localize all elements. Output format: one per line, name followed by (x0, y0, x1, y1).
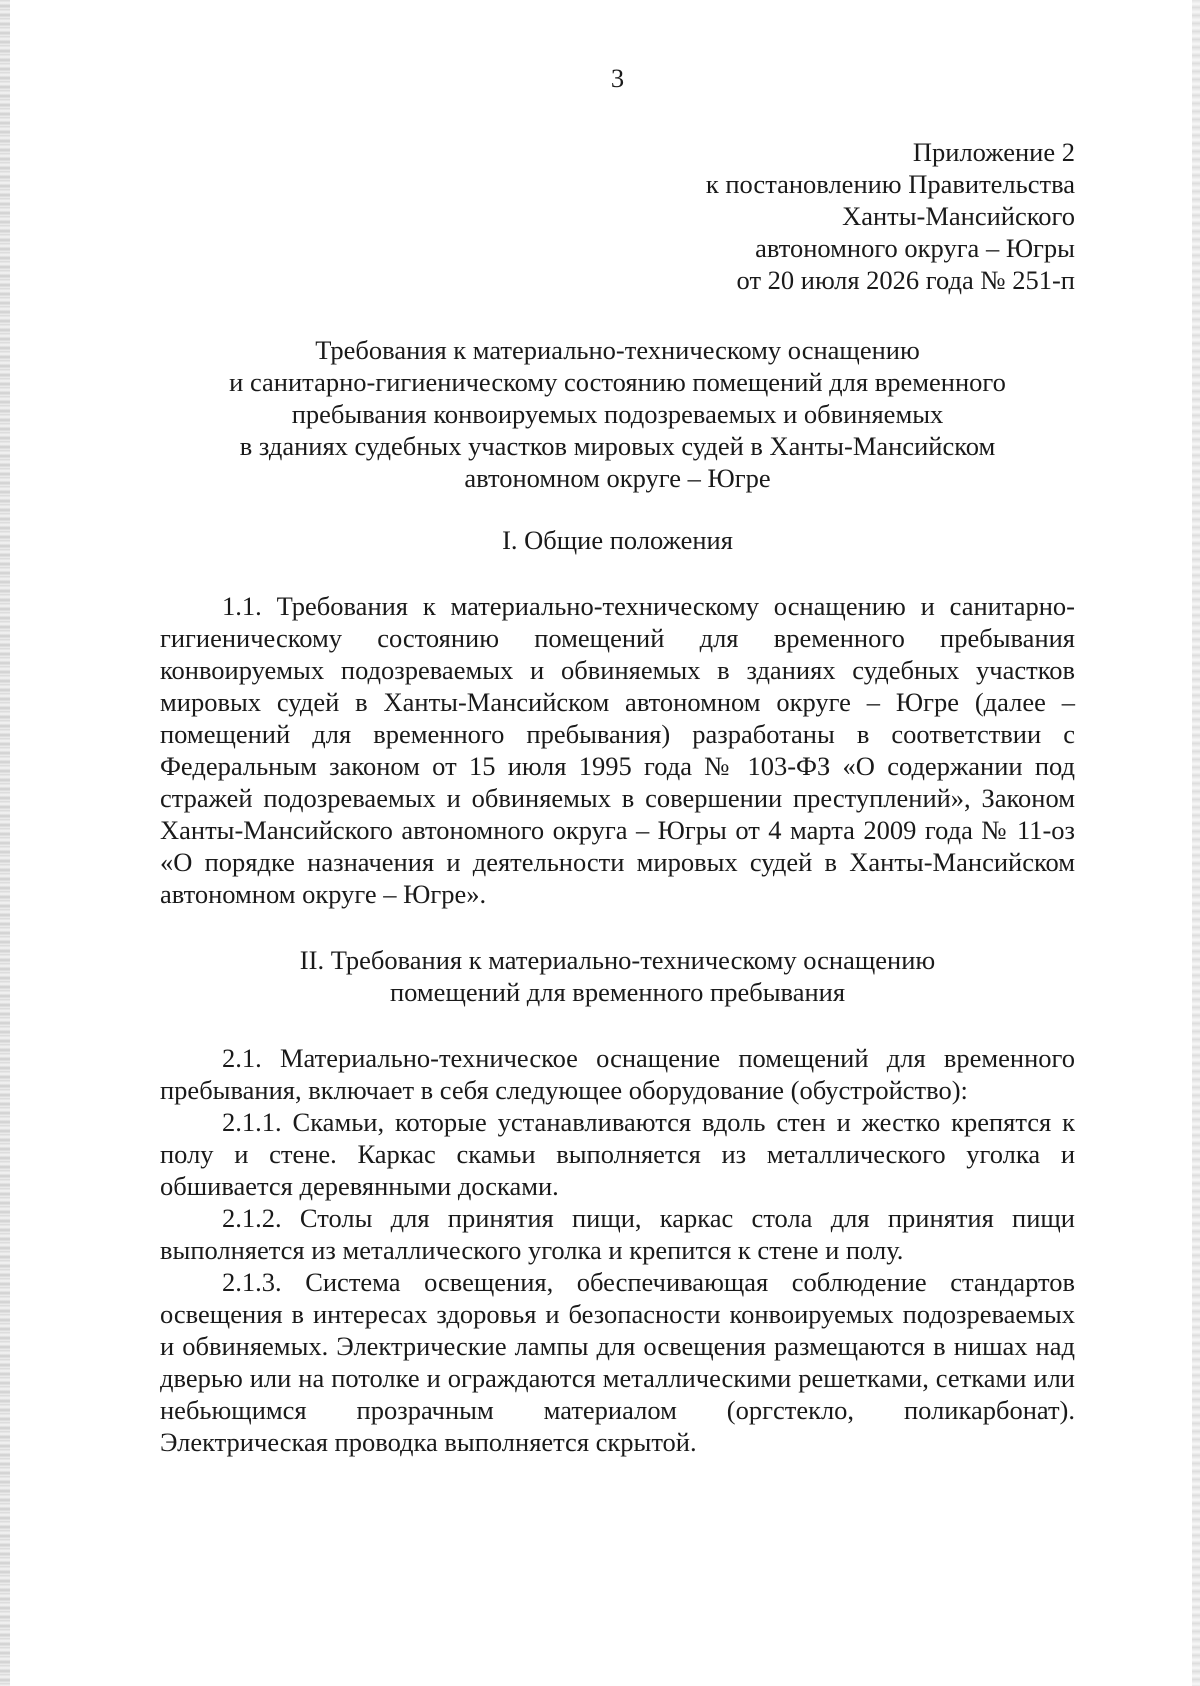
paragraph-2-1-1: 2.1.1. Скамьи, которые устанавливаются вдоль стен и жестко крепятся к полу и стене. Каркас скамьи выполняется из металлического уголка и обшивается деревянными досками. (160, 1107, 1075, 1201)
appendix-line: Ханты-Мансийского (842, 201, 1075, 231)
appendix-line: автономного округа – Югры (755, 233, 1075, 263)
appendix-line: от 20 июля 2026 года № 251-п (736, 265, 1075, 295)
title-line: в зданиях судебных участков мировых судей в Ханты-Мансийском (239, 431, 996, 461)
scan-edge-left (0, 0, 10, 1686)
section-1-heading (160, 524, 1075, 556)
paragraph-1-1: 1.1. Требования к материально-техническому оснащению и санитарно-гигиеническому состоянию помещений для временного пребывания конвоируемых подозреваемых и обвиняемых в зданиях судебных участков мировых судей в Ханты-Мансийском автономном округе – Югре (далее – помещений для временного пребывания) разработаны в соответствии с Федеральным законом от 15 июля 1995 года № 103-ФЗ «О содержании под стражей подозреваемых и обвиняемых в совершении преступлений», Законом Ханты-Мансийского автономного округа – Югры от 4 марта 2009 года № 11-оз «О порядке назначения и деятельности мировых судей в Ханты-Мансийском автономном округе – Югре». (160, 591, 1075, 909)
section-2-heading (160, 944, 1075, 1008)
document-title (160, 334, 1075, 494)
section-heading-line: помещений для временного пребывания (389, 977, 846, 1007)
section-heading-line: II. Требования к материально-техническому оснащению (299, 945, 936, 975)
title-line: и санитарно-гигиеническому состоянию помещений для временного (229, 367, 1006, 397)
paragraph-2-1-2: 2.1.2. Столы для принятия пищи, каркас стола для принятия пищи выполняется из металлического уголка и крепится к стене и полу. (160, 1203, 1075, 1265)
document-page (160, 62, 1075, 1458)
appendix-line: Приложение 2 (912, 137, 1075, 167)
paragraph-2-1: 2.1. Материально-техническое оснащение помещений для временного пребывания, включает в себя следующее оборудование (обустройство): (160, 1043, 1075, 1105)
title-line: пребывания конвоируемых подозреваемых и обвиняемых (291, 399, 944, 429)
scan-edge-right (1192, 0, 1200, 1686)
section-heading-line: I. Общие положения (502, 525, 733, 555)
title-line: автономном округе – Югре (464, 463, 771, 493)
paragraph-2-1-3: 2.1.3. Система освещения, обеспечивающая соблюдение стандартов освещения в интересах здоровья и безопасности конвоируемых подозреваемых и обвиняемых. Электрические лампы для освещения размещаются в нишах над дверью или на потолке и ограждаются металлическими решетками, сетками или небьющимся прозрачным материалом (оргстекло, поликарбонат). Электрическая проводка выполняется скрытой. (160, 1267, 1075, 1457)
appendix-line: к постановлению Правительства (705, 169, 1075, 199)
page-number: 3 (610, 63, 625, 93)
appendix-block (160, 136, 1075, 296)
title-line: Требования к материально-техническому оснащению (315, 335, 920, 365)
